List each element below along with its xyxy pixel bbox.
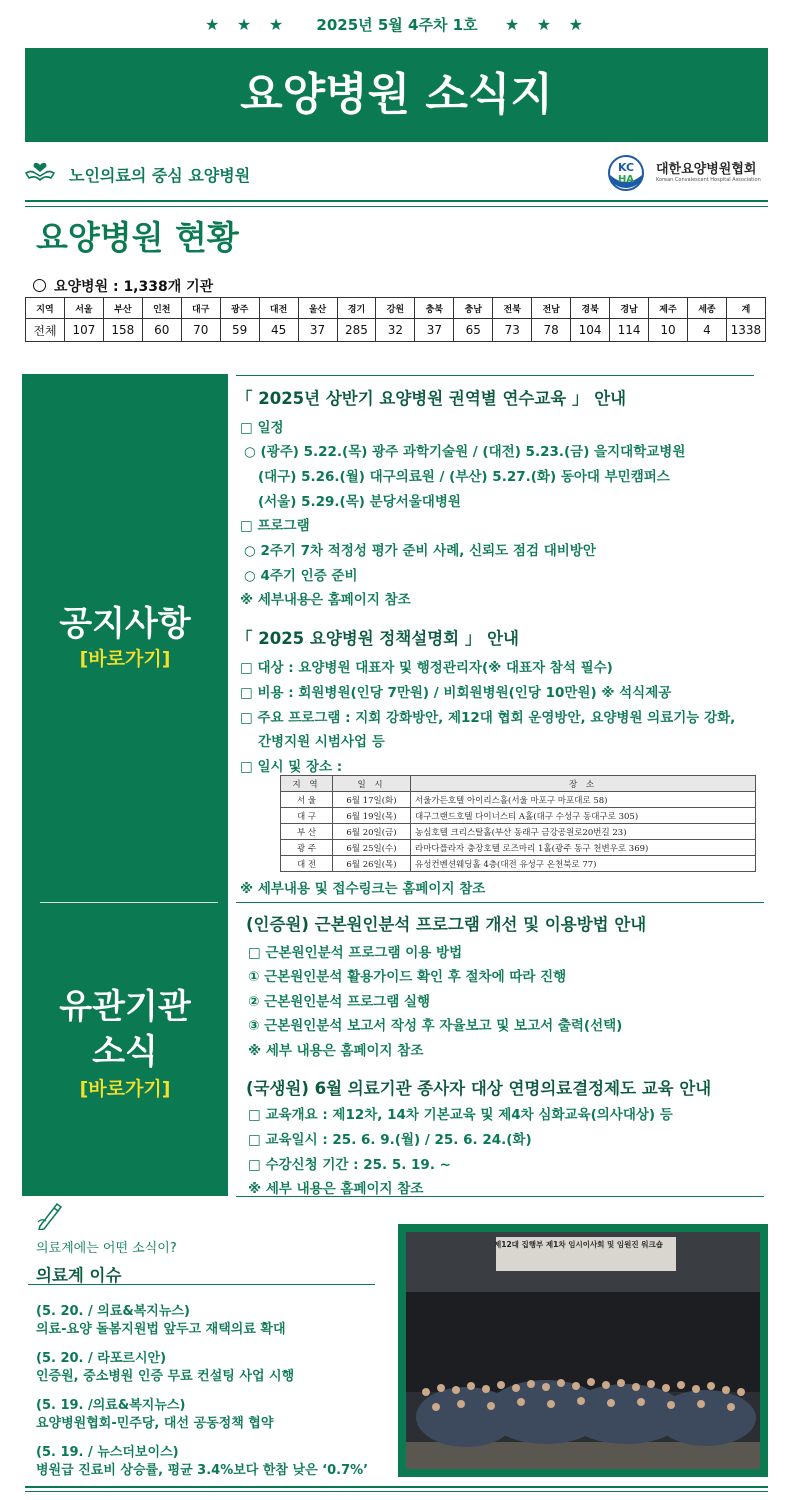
table-header-cell: 충북 <box>415 298 454 319</box>
group-photo <box>406 1232 760 1469</box>
svg-text:KC: KC <box>617 161 635 174</box>
stars-right: ★ ★ ★ <box>504 15 589 34</box>
table-cell: 6월 25일(수) <box>333 840 411 856</box>
table-row <box>26 319 766 342</box>
notice1-program-label: □ 프로그램 <box>240 518 310 534</box>
footer-divider <box>25 1486 768 1488</box>
issues-question: 의료계에는 어떤 소식이? <box>36 1241 177 1256</box>
table-header-cell: 강원 <box>376 298 415 319</box>
table-header-cell: 광주 <box>220 298 259 319</box>
notice1-program-line: ○ 4주기 인증 준비 <box>244 568 358 584</box>
related1-line: ② 근본원인분석 프로그램 실행 <box>248 994 431 1010</box>
notice1-program-line: ○ 2주기 7차 적정성 평가 준비 사례, 신뢰도 점검 대비방안 <box>244 543 596 559</box>
table-cell: 대 전 <box>281 856 333 872</box>
table-row <box>281 792 756 808</box>
related1-title: (인증원) 근본원인분석 프로그램 개선 및 이용방법 안내 <box>246 915 647 934</box>
circle-bullet-icon <box>33 279 46 292</box>
notice1-schedule-line: (대구) 5.26.(월) 대구의료원 / (부산) 5.27.(화) 동아대 부민캠퍼스 <box>258 469 670 485</box>
related1-note: ※ 세부 내용은 홈페이지 참조 <box>248 1043 424 1059</box>
status-title: 요양병원 현황 <box>36 218 239 257</box>
issues-title: 의료계 이슈 <box>36 1266 122 1285</box>
caring-hands-icon <box>25 161 55 181</box>
news-headline-link[interactable]: 병원급 진료비 상승률, 평균 3.4%보다 한참 낮은 ‘0.7%’ <box>36 1463 369 1478</box>
table-cell: 6월 20일(금) <box>333 824 411 840</box>
table-cell: 광 주 <box>281 840 333 856</box>
photo-frame <box>398 1224 768 1477</box>
divider <box>25 206 768 207</box>
table-cell: 라마다플라자 충장호텔 로즈마리 1홀(광주 동구 천변우로 369) <box>411 840 756 856</box>
region-status-table <box>25 297 766 342</box>
table-header-row <box>26 298 766 319</box>
notice1-schedule-label: □ 일정 <box>240 420 284 436</box>
table-cell: 37 <box>298 319 337 342</box>
table-header-cell: 제주 <box>649 298 688 319</box>
table-header-cell: 전북 <box>493 298 532 319</box>
related1-line: ③ 근본원인분석 보고서 작성 후 자율보고 및 보고서 출력(선택) <box>248 1018 623 1034</box>
association-name-en: Korean Convalescent Hospital Association <box>656 177 761 183</box>
section-rule <box>236 902 764 903</box>
notice2-place-label: □ 일시 및 장소 : <box>240 759 343 775</box>
section-divider <box>40 902 218 903</box>
table-cell: 70 <box>181 319 220 342</box>
photo-banner-text: 제12대 집행부 제1차 임시이사회 및 임원진 워크숍 <box>494 1240 663 1249</box>
table-header-cell: 경기 <box>337 298 376 319</box>
table-cell: 285 <box>337 319 376 342</box>
subtitle-row <box>25 155 768 195</box>
table-cell: 114 <box>610 319 649 342</box>
related-link[interactable]: [바로가기] <box>79 1078 171 1100</box>
table-header-cell: 대구 <box>181 298 220 319</box>
table-row <box>281 824 756 840</box>
news-source: (5. 19. /의료&복지뉴스) <box>36 1398 186 1413</box>
association-name: 대한요양병원협회 <box>656 162 757 177</box>
table-cell: 10 <box>649 319 688 342</box>
notice2-target: □ 대상 : 요양병원 대표자 및 행정관리자(※ 대표자 참석 필수) <box>240 660 613 676</box>
table-header-cell: 전남 <box>532 298 571 319</box>
hospital-count <box>33 276 213 296</box>
divider <box>25 200 768 202</box>
related2-note: ※ 세부 내용은 홈페이지 참조 <box>248 1181 424 1197</box>
related-section-title-1: 유관기관 <box>59 987 191 1027</box>
notice1-schedule-line: ○ (광주) 5.22.(목) 광주 과학기술원 / (대전) 5.23.(금) 을지대학교병원 <box>244 444 686 460</box>
related2-line: □ 교육개요 : 제12차, 14차 기본교육 및 제4차 심화교육(의사대상) 등 <box>248 1107 673 1123</box>
related2-line: □ 교육일시 : 25. 6. 9.(월) / 25. 6. 24.(화) <box>248 1132 532 1148</box>
pen-icon <box>36 1202 62 1230</box>
table-header-row <box>281 776 756 792</box>
table-header-cell: 인천 <box>142 298 181 319</box>
notice2-program: 간병지원 시범사업 등 <box>258 734 385 750</box>
table-cell: 104 <box>571 319 610 342</box>
news-source: (5. 19. / 뉴스더보이스) <box>36 1445 179 1460</box>
table-cell: 59 <box>220 319 259 342</box>
issues-underline <box>28 1284 375 1285</box>
notice1-note: ※ 세부내용은 홈페이지 참조 <box>240 592 411 608</box>
table-cell: 대구그랜드호텔 다이너스티 A홀(대구 수성구 동대구로 305) <box>411 808 756 824</box>
table-cell: 37 <box>415 319 454 342</box>
news-headline-link[interactable]: 인증원, 중소병원 인증 무료 컨설팅 사업 시행 <box>36 1369 295 1384</box>
table-cell: 농심호텔 크리스탈홀(부산 동래구 금강공원로20번길 23) <box>411 824 756 840</box>
table-row <box>281 808 756 824</box>
hospital-count-text: 요양병원 : 1,338개 기관 <box>54 279 214 295</box>
table-row <box>281 856 756 872</box>
svg-text:HA: HA <box>617 174 635 185</box>
table-header-cell: 대전 <box>259 298 298 319</box>
notice2-program: □ 주요 프로그램 : 지회 강화방안, 제12대 협회 운영방안, 요양병원 의료기능 강화, <box>240 710 736 726</box>
table-cell: 6월 26일(목) <box>333 856 411 872</box>
table-cell: 45 <box>259 319 298 342</box>
briefing-schedule-table <box>280 775 756 872</box>
table-header-cell: 지 역 <box>281 776 333 792</box>
news-source: (5. 20. / 라포르시안) <box>36 1351 167 1366</box>
related1-line: □ 근본원인분석 프로그램 이용 방법 <box>248 945 463 961</box>
table-cell: 73 <box>493 319 532 342</box>
table-cell: 65 <box>454 319 493 342</box>
table-cell: 107 <box>64 319 103 342</box>
kcha-logo-icon <box>606 155 646 191</box>
table-header-cell: 충남 <box>454 298 493 319</box>
table-header-cell: 경북 <box>571 298 610 319</box>
table-header-cell: 일 시 <box>333 776 411 792</box>
table-cell: 서 울 <box>281 792 333 808</box>
notice1-title: 「 2025년 상반기 요양병원 권역별 연수교육 」 안내 <box>236 389 627 408</box>
table-cell: 158 <box>103 319 142 342</box>
table-row <box>281 840 756 856</box>
related2-title: (국생원) 6월 의료기관 종사자 대상 연명의료결정제도 교육 안내 <box>246 1079 712 1098</box>
table-header-cell: 계 <box>726 298 765 319</box>
table-cell: 6월 17일(화) <box>333 792 411 808</box>
association-logo <box>606 155 768 191</box>
news-headline-link[interactable]: 의료-요양 돌봄지원법 앞두고 재택의료 확대 <box>36 1322 286 1337</box>
subtitle: 노인의료의 중심 요양병원 <box>69 166 251 185</box>
table-cell: 대 구 <box>281 808 333 824</box>
table-cell: 60 <box>142 319 181 342</box>
table-cell: 전체 <box>26 319 65 342</box>
issue-line <box>0 14 794 35</box>
table-header-cell: 지역 <box>26 298 65 319</box>
table-header-cell: 서울 <box>64 298 103 319</box>
notice2-title: 「 2025 요양병원 정책설명회 」 안내 <box>236 629 519 648</box>
issue-number: 2025년 5월 4주차 1호 <box>316 16 478 34</box>
footer-divider <box>25 1491 768 1492</box>
related1-line: ① 근본원인분석 활용가이드 확인 후 절차에 따라 진행 <box>248 969 567 985</box>
notice1-schedule-line: (서울) 5.29.(목) 분당서울대병원 <box>258 494 461 510</box>
stars-left: ★ ★ ★ <box>205 15 290 34</box>
news-source: (5. 20. / 의료&복지뉴스) <box>36 1304 190 1319</box>
newsletter-title: 요양병원 소식지 <box>25 48 768 142</box>
table-cell: 32 <box>376 319 415 342</box>
table-cell: 78 <box>532 319 571 342</box>
notice2-cost: □ 비용 : 회원병원(인당 7만원) / 비회원병원(인당 10만원) ※ 석식제공 <box>240 685 672 701</box>
table-header-cell: 경남 <box>610 298 649 319</box>
table-cell: 6월 19일(목) <box>333 808 411 824</box>
table-cell: 부 산 <box>281 824 333 840</box>
notice-section-title: 공지사항 <box>59 604 191 644</box>
left-section-panel <box>22 374 228 1196</box>
section-rule <box>236 1196 764 1197</box>
table-header-cell: 장 소 <box>411 776 756 792</box>
table-cell: 유성컨벤션웨딩홀 4층(대전 유성구 온천북로 77) <box>411 856 756 872</box>
news-headline-link[interactable]: 요양병원협회-민주당, 대선 공동정책 협약 <box>36 1416 274 1431</box>
table-cell: 4 <box>687 319 726 342</box>
table-cell: 1338 <box>726 319 765 342</box>
table-header-cell: 울산 <box>298 298 337 319</box>
table-header-cell: 부산 <box>103 298 142 319</box>
related-section-title-2: 소식 <box>92 1032 158 1072</box>
section-rule <box>236 375 754 376</box>
related2-line: □ 수강신청 기간 : 25. 5. 19. ~ <box>248 1157 451 1173</box>
table-header-cell: 세종 <box>687 298 726 319</box>
notice-link[interactable]: [바로가기] <box>79 648 171 670</box>
table-cell: 서울가든호텔 아이리스홀(서울 마포구 마포대로 58) <box>411 792 756 808</box>
notice2-note: ※ 세부내용 및 접수링크는 홈페이지 참조 <box>240 881 486 897</box>
